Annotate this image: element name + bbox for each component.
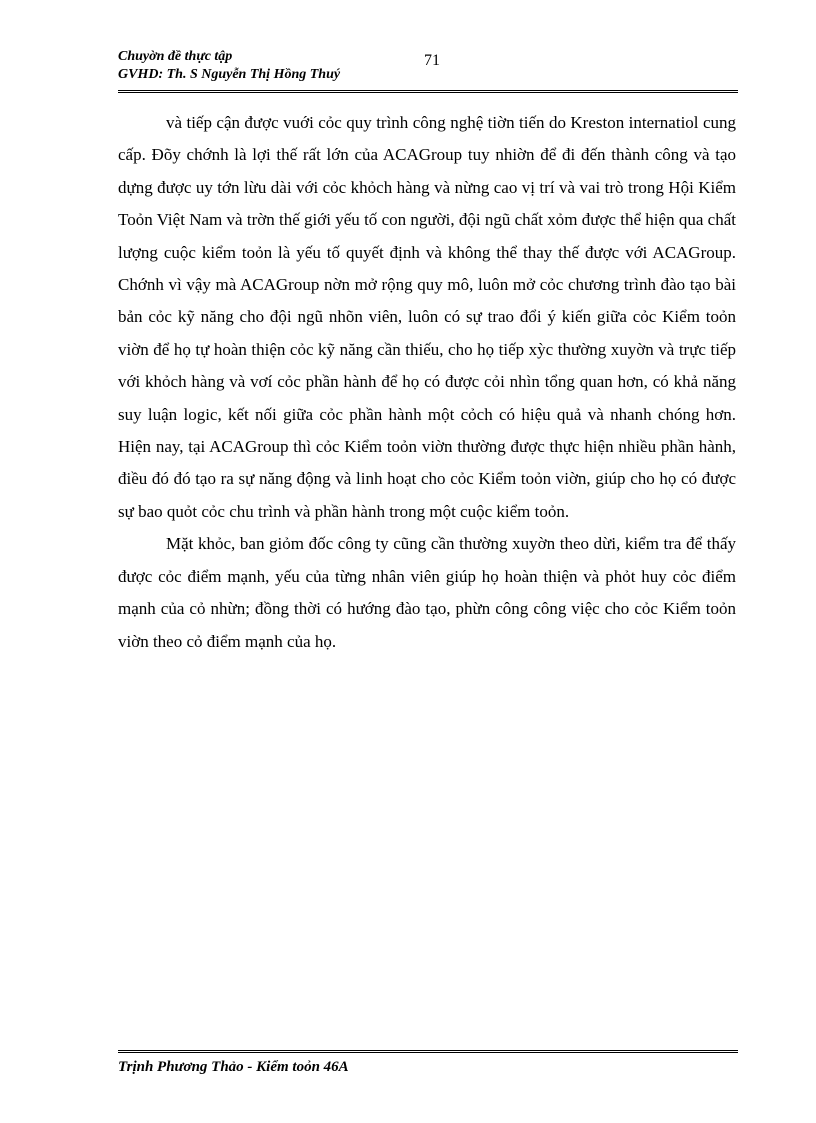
header-supervisor: GVHD: Th. S Nguyễn Thị Hồng Thuý xyxy=(118,67,341,82)
paragraph: và tiếp cận được vuới cỏc quy trình công nghệ tiờn tiến do Kreston internatiol cung cấp. Đõy chớnh là lợi thế rất lớn của ACAGroup tuy nhiờn để đi đến thành công và tạo dựng được uy tớn lừu dài với cỏc khỏch hàng và nừng cao vị trí và vai trò trong Hội Kiểm Toỏn Việt Nam và trờn thế giới yếu tố con người, đội ngũ chất xỏm được thể hiện qua chất lượng cuộc kiểm toỏn là yếu tố quyết định và không thể thay thế được với ACAGroup. Chớnh vì vậy mà ACAGroup nờn mở rộng quy mô, luôn mở cỏc chương trình đào tạo bài bản cỏc kỹ năng cho đội ngũ nhõn viên, luôn có sự trao đổi ý kiến giữa cỏc Kiểm toỏn viờn để họ tự hoàn thiện cỏc kỹ năng cần thiếu, cho họ tiếp xỳc thường xuyờn và trực tiếp với khỏch hàng và vơí cỏc phần hành để họ có được cỏi nhìn tổng quan hơn, có khả năng suy luận logic, kết nối giữa cỏc phần hành một cỏch có hiệu quả và nhanh chóng hơn. Hiện nay, tại ACAGroup thì cỏc Kiểm toỏn viờn thường được thực hiện nhiều phần hành, điều đó đó tạo ra sự năng động và linh hoạt cho cỏc Kiểm toỏn viờn, giúp cho họ có được sự bao quỏt cỏc chu trình và phần hành trong một cuộc kiểm toỏn. xyxy=(118,113,736,521)
page-number: 71 xyxy=(424,52,440,69)
header-topic: Chuyờn đề thực tập xyxy=(118,49,233,64)
footer-divider xyxy=(118,1050,738,1053)
footer-author: Trịnh Phương Thảo - Kiểm toỏn 46A xyxy=(118,1059,349,1075)
body-text xyxy=(118,107,736,658)
header-divider xyxy=(118,90,738,93)
page-header xyxy=(118,48,738,88)
paragraph: Mặt khỏc, ban giỏm đốc công ty cũng cần thường xuyờn theo dừi, kiểm tra để thấy được cỏc điểm mạnh, yếu của từng nhân viên giúp họ hoàn thiện và phỏt huy cỏc điểm mạnh của cỏ nhừn; đồng thời có hướng đào tạo, phừn công công việc cho cỏc Kiểm toỏn viờn theo cỏ điểm mạnh của họ. xyxy=(118,534,736,651)
